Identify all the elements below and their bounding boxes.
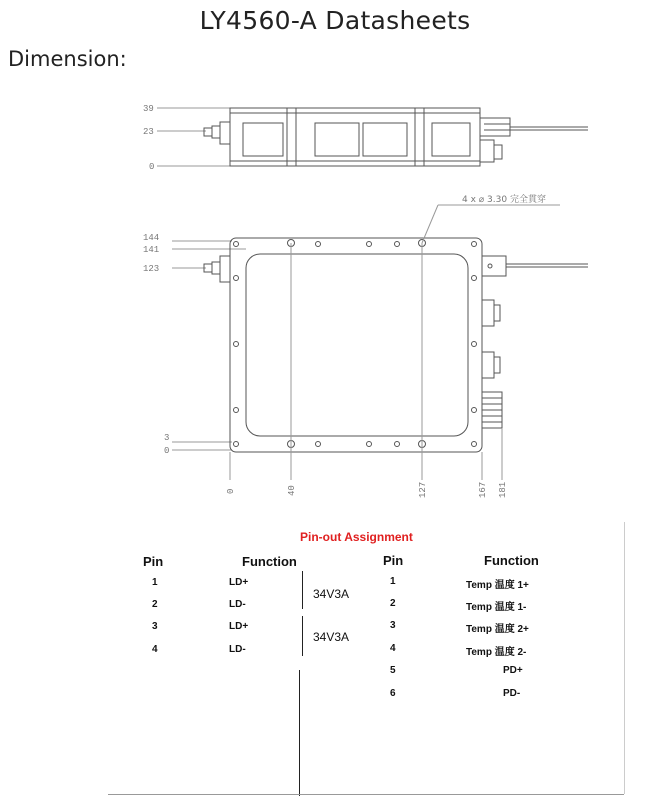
column-divider bbox=[299, 670, 300, 796]
right-header-function: Function bbox=[484, 553, 539, 568]
group-divider-1 bbox=[302, 571, 303, 609]
group-label-1: 34V3A bbox=[313, 587, 350, 601]
document-title: LY4560-A Datasheets bbox=[199, 6, 471, 35]
dim-bottom-167: 167 bbox=[478, 481, 488, 498]
left-function-3: LD+ bbox=[229, 621, 249, 632]
right-pin-1: 1 bbox=[390, 576, 396, 587]
left-function-2: LD- bbox=[229, 599, 246, 610]
dim-141: 141 bbox=[143, 245, 160, 255]
right-function-1: Temp 温度 1+ bbox=[466, 580, 529, 591]
right-pin-3: 3 bbox=[390, 620, 396, 631]
table-right-border bbox=[624, 522, 625, 794]
dim-39: 39 bbox=[143, 104, 154, 114]
hole-note: 4 x ⌀ 3.30 完全貫穿 bbox=[462, 195, 546, 205]
right-pin-2: 2 bbox=[390, 598, 396, 609]
group-label-2: 34V3A bbox=[313, 630, 350, 644]
dim-0-side: 0 bbox=[149, 162, 155, 172]
right-function-4: Temp 温度 2- bbox=[466, 647, 527, 658]
section-label-dimension: Dimension: bbox=[8, 47, 127, 71]
dim-144: 144 bbox=[143, 233, 160, 243]
left-function-1: LD+ bbox=[229, 577, 249, 588]
dim-0-top: 0 bbox=[164, 446, 170, 456]
table-bottom-border bbox=[108, 794, 624, 795]
right-function-6: PD- bbox=[503, 688, 521, 699]
dim-123: 123 bbox=[143, 264, 160, 274]
left-pin-4: 4 bbox=[152, 644, 158, 655]
dim-bottom-127: 127 bbox=[418, 481, 428, 498]
side-view bbox=[157, 108, 588, 166]
dim-23: 23 bbox=[143, 127, 154, 137]
left-pin-1: 1 bbox=[152, 577, 158, 588]
left-header-pin: Pin bbox=[143, 554, 164, 569]
right-function-3: Temp 温度 2+ bbox=[466, 624, 529, 635]
dim-bottom-0: 0 bbox=[226, 488, 236, 494]
right-function-5: PD+ bbox=[503, 665, 523, 676]
left-header-function: Function bbox=[242, 554, 297, 569]
right-pin-6: 6 bbox=[390, 688, 396, 699]
dim-bottom-40: 40 bbox=[287, 485, 297, 496]
dim-3: 3 bbox=[164, 433, 170, 443]
left-pin-2: 2 bbox=[152, 599, 158, 610]
left-function-4: LD- bbox=[229, 644, 246, 655]
top-view bbox=[172, 205, 588, 480]
right-header-pin: Pin bbox=[383, 553, 404, 568]
right-function-2: Temp 温度 1- bbox=[466, 602, 527, 613]
dim-bottom-181: 181 bbox=[498, 481, 508, 498]
left-pin-3: 3 bbox=[152, 621, 158, 632]
group-divider-2 bbox=[302, 616, 303, 656]
right-pin-4: 4 bbox=[390, 643, 396, 654]
right-pin-5: 5 bbox=[390, 665, 396, 676]
pinout-title: Pin-out Assignment bbox=[300, 530, 413, 544]
